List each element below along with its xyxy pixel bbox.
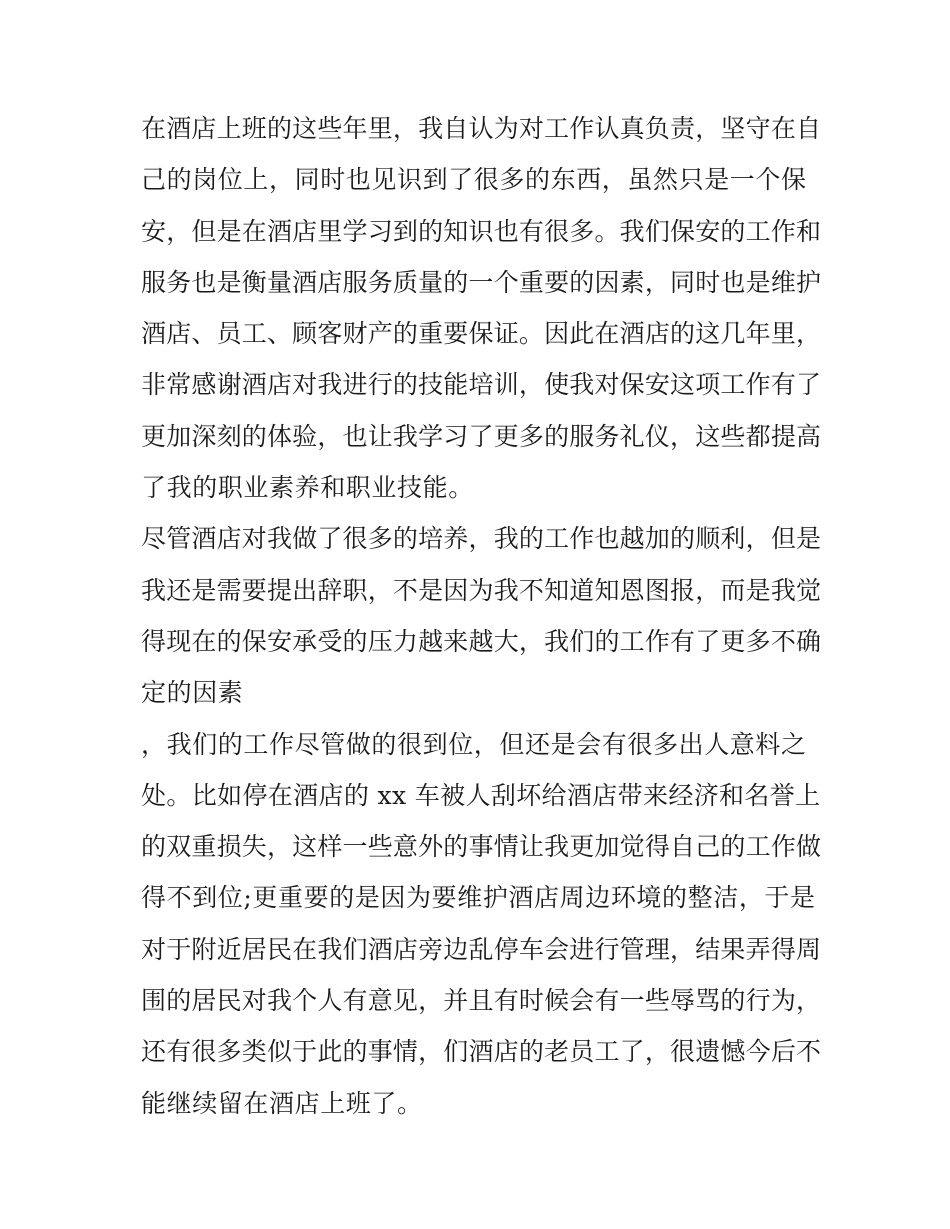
text-line: 还有很多类似于此的事情，们酒店的老员工了，很遗憾今后不: [141, 1037, 822, 1067]
text-line: 得现在的保安承受的压力越来越大，我们的工作有了更多不确: [141, 626, 822, 656]
text-line: 的双重损失，这样一些意外的事情让我更加觉得自己的工作做: [141, 832, 822, 862]
text-line: 更加深刻的体验，也让我学习了更多的服务礼仪，这些都提高: [141, 421, 822, 451]
text-line: 对于附近居民在我们酒店旁边乱停车会进行管理，结果弄得周: [141, 934, 822, 964]
text-line: ，我们的工作尽管做的很到位，但还是会有很多出人意料之: [141, 729, 807, 759]
text-line: 能继续留在酒店上班了。: [141, 1088, 423, 1118]
text-line: 定的因素: [141, 678, 244, 708]
text-line: 处。比如停在酒店的 xx 车被人刮坏给酒店带来经济和名誉上: [141, 780, 821, 810]
text-line: 围的居民对我个人有意见，并且有时候会有一些辱骂的行为，: [141, 986, 822, 1016]
text-line: 非常感谢酒店对我进行的技能培训，使我对保安这项工作有了: [141, 370, 822, 400]
text-line: 我还是需要提出辞职，不是因为我不知道知恩图报，而是我觉: [141, 575, 822, 605]
body-text: [141, 103, 821, 1129]
text-line: 在酒店上班的这些年里，我自认为对工作认真负责，坚守在自: [141, 114, 822, 143]
text-line: 尽管酒店对我做了很多的培养，我的工作也越加的顺利，但是: [141, 524, 822, 554]
text-line: 酒店、员工、顾客财产的重要保证。因此在酒店的这几年里，: [141, 319, 822, 349]
text-line: 得不到位;更重要的是因为要维护酒店周边环境的整洁，于是: [141, 883, 816, 913]
text-line: 安，但是在酒店里学习到的知识也有很多。我们保安的工作和: [141, 216, 822, 246]
text-line: 己的岗位上，同时也见识到了很多的东西，虽然只是一个保: [141, 165, 807, 195]
text-line: 服务也是衡量酒店服务质量的一个重要的因素，同时也是维护: [141, 267, 822, 297]
text-line: 了我的职业素养和职业技能。: [141, 473, 474, 503]
